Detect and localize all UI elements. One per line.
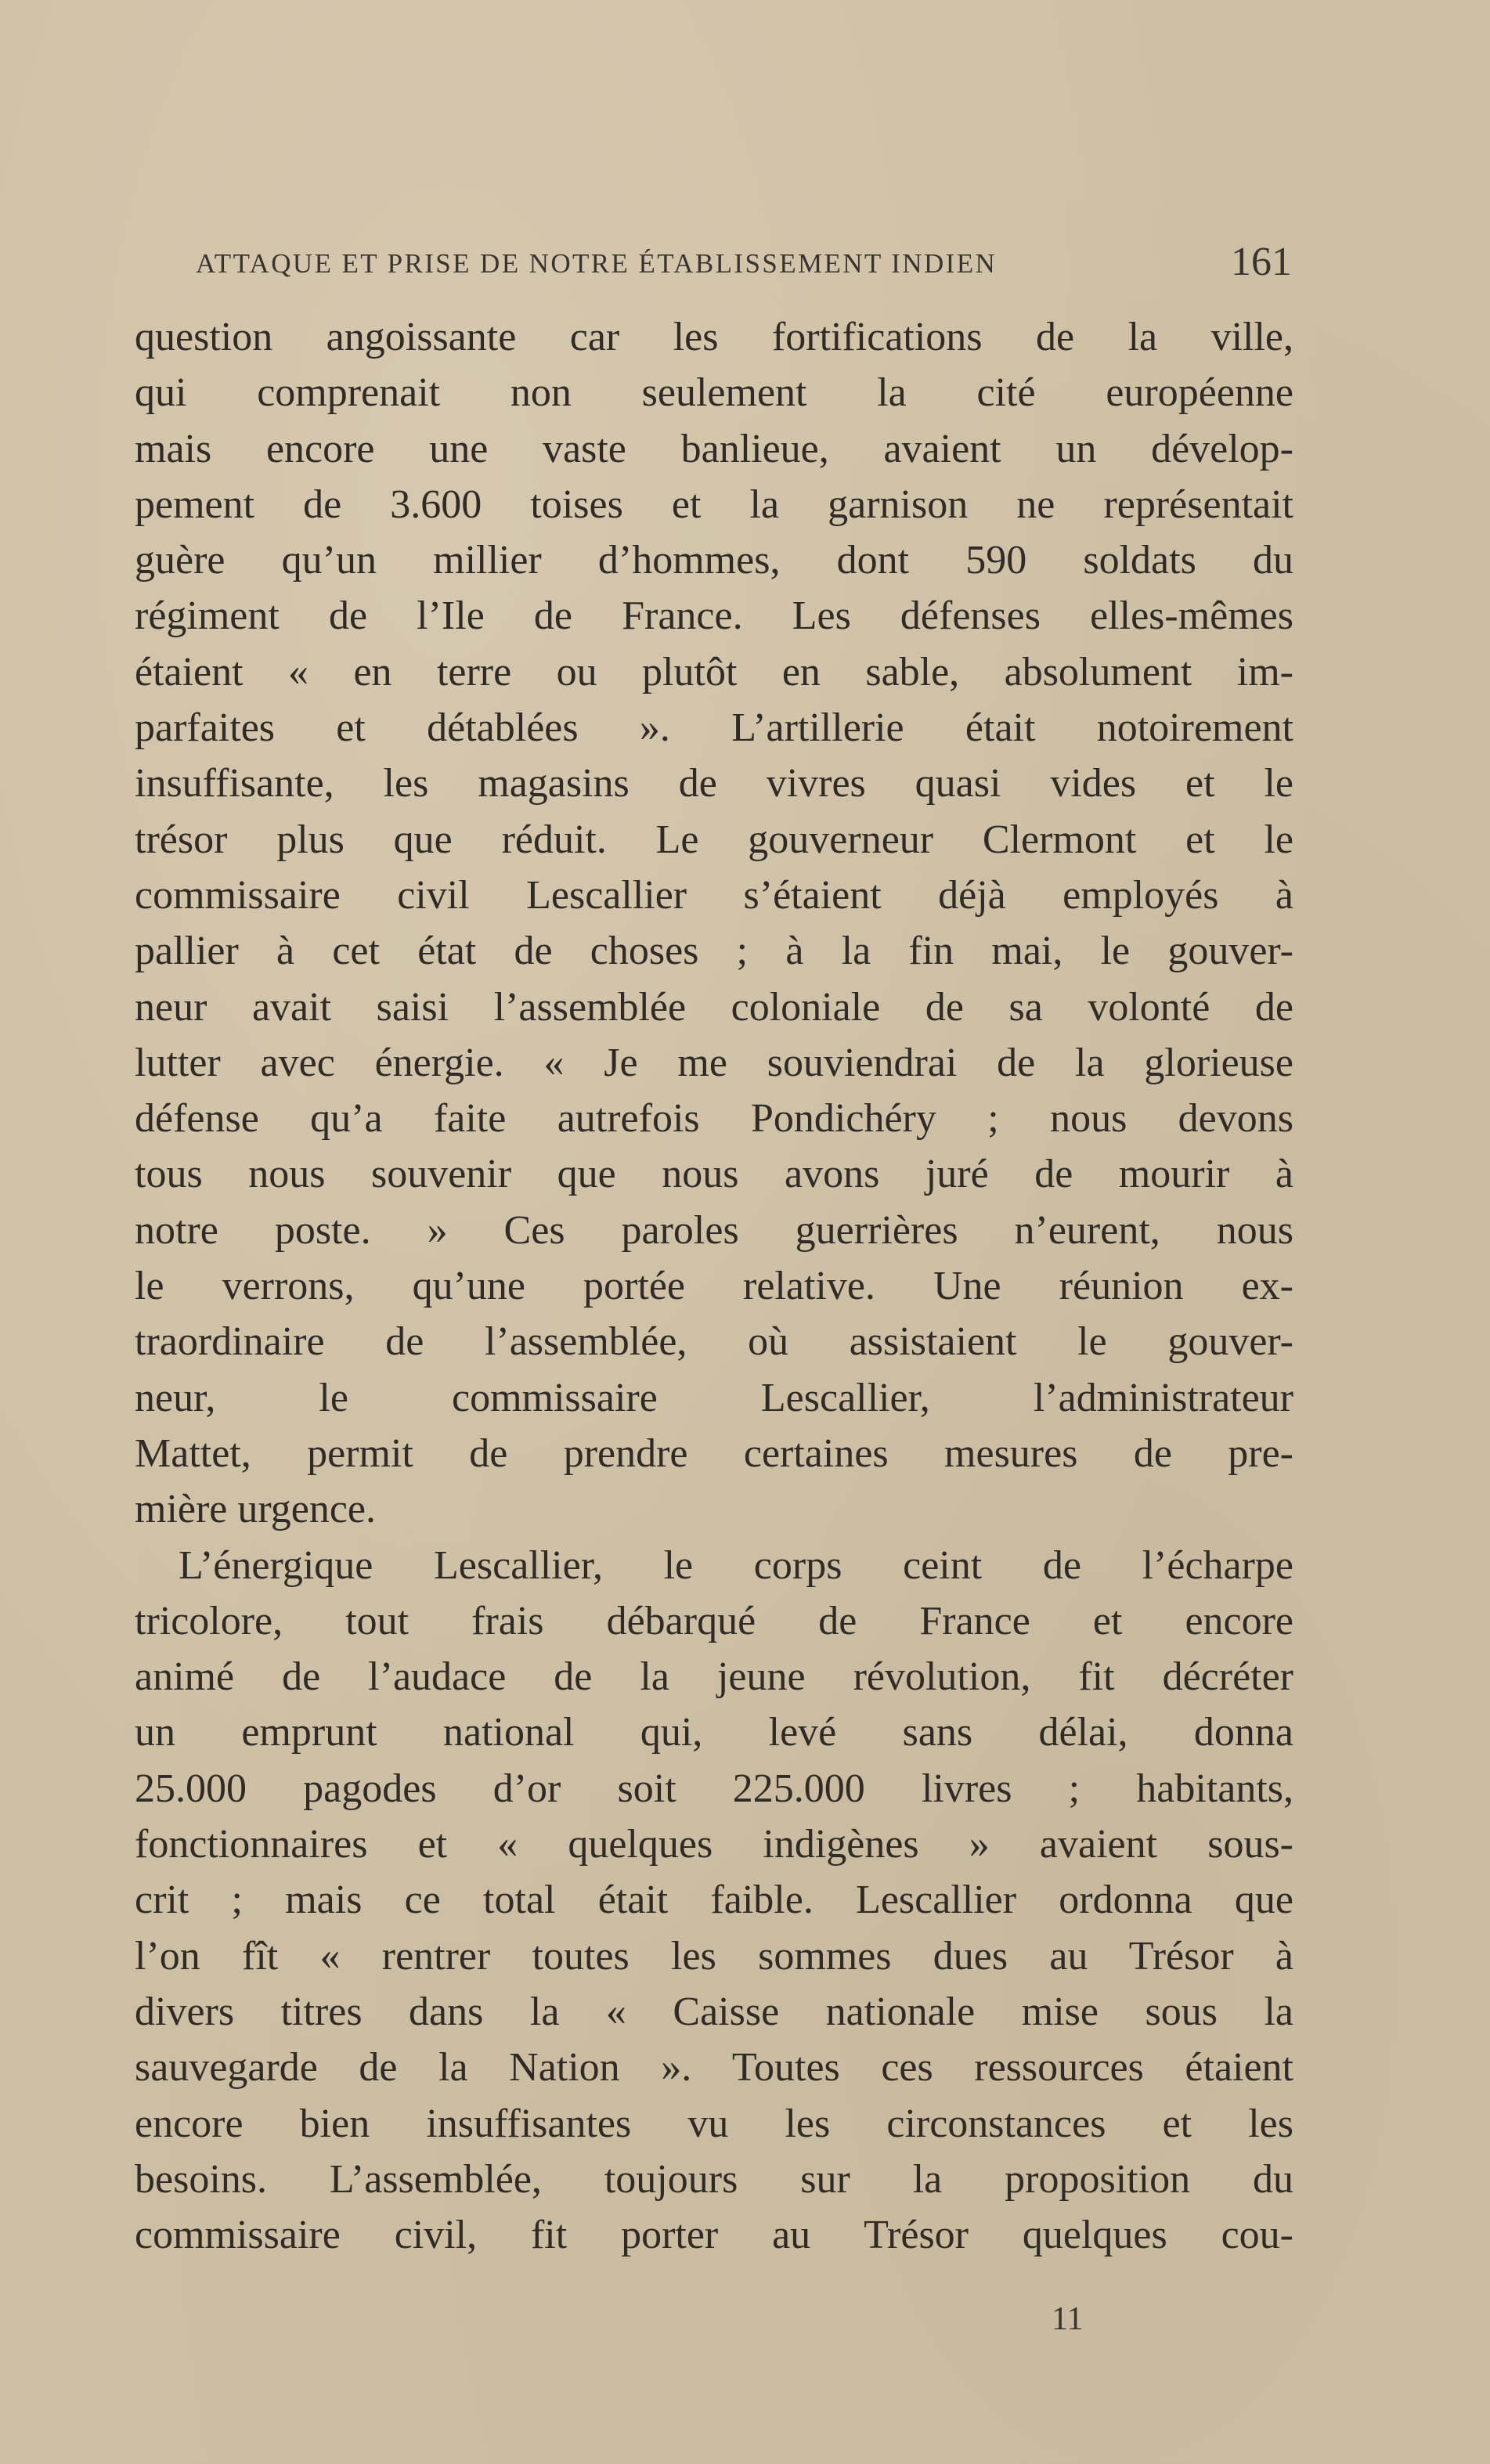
text-line: traordinaire de l’assemblée, où assistaient le gouver- <box>135 1319 1293 1365</box>
text-line: qui comprenait non seulement la cité européenne <box>135 370 1293 416</box>
text-line: question angoissante car les fortifications de la ville, <box>135 315 1293 359</box>
text-line: insuffisante, les magasins de vivres quasi vides et le <box>135 761 1293 806</box>
text-line: un emprunt national qui, levé sans délai, donna <box>135 1710 1293 1755</box>
text-line: tricolore, tout frais débarqué de France et encore <box>135 1598 1293 1643</box>
text-line: étaient « en terre ou plutôt en sable, absolument im- <box>135 649 1293 694</box>
text-line: le verrons, qu’une portée relative. Une réunion ex- <box>135 1264 1293 1309</box>
text-line: trésor plus que réduit. Le gouverneur Clermont et le <box>135 817 1293 862</box>
text-line: neur, le commissaire Lescallier, l’administrateur <box>135 1375 1293 1420</box>
text-line: l’on fît « rentrer toutes les sommes dues au Trésor à <box>135 1933 1293 1979</box>
text-line: Mattet, permit de prendre certaines mesures de pre- <box>135 1430 1293 1476</box>
text-line: pallier à cet état de choses ; à la fin mai, le gouver- <box>135 929 1293 974</box>
text-line: notre poste. » Ces paroles guerrières n’eurent, nous <box>135 1207 1293 1253</box>
text-line: 25.000 pagodes d’or soit 225.000 livres ; habitants, <box>135 1766 1293 1811</box>
text-line: neur avait saisi l’assemblée coloniale de sa volonté de <box>135 984 1293 1030</box>
body-text <box>135 309 1293 2263</box>
text-line: fonctionnaires et « quelques indigènes » avaient sous- <box>135 1822 1293 1867</box>
text-line: sauvegarde de la Nation ». Toutes ces ressources étaient <box>135 2045 1293 2091</box>
text-line: divers titres dans la « Caisse nationale mise sous la <box>135 1989 1293 2034</box>
signature-mark: 11 <box>1052 2301 1084 2337</box>
running-head <box>196 239 1292 286</box>
text-line: parfaites et détablées ». L’artillerie était notoirement <box>135 705 1293 751</box>
text-line: régiment de l’Ile de France. Les défenses elles-mêmes <box>135 593 1293 639</box>
paragraph-end-line: mière urgence. <box>135 1487 376 1532</box>
text-line: pement de 3.600 toises et la garnison ne représentait <box>135 482 1293 527</box>
text-line: guère qu’un millier d’hommes, dont 590 soldats du <box>135 538 1293 583</box>
text-line: animé de l’audace de la jeune révolution, fit décréter <box>135 1654 1293 1700</box>
text-line: lutter avec énergie. « Je me souviendrai de la glorieuse <box>135 1040 1293 1085</box>
text-line: besoins. L’assemblée, toujours sur la proposition du <box>135 2156 1293 2202</box>
running-title: ATTAQUE ET PRISE DE NOTRE ÉTABLISSEMENT INDIEN <box>196 248 998 279</box>
page-number: 161 <box>1231 240 1292 284</box>
text-line: mais encore une vaste banlieue, avaient un dévelop- <box>135 426 1293 471</box>
text-line: défense qu’a faite autrefois Pondichéry ; nous devons <box>135 1096 1293 1142</box>
text-line: commissaire civil Lescallier s’étaient déjà employés à <box>135 872 1293 918</box>
paragraph-start-line: L’énergique Lescallier, le corps ceint de l’écharpe <box>179 1542 1293 1588</box>
text-line: crit ; mais ce total était faible. Lescallier ordonna que <box>135 1878 1293 1923</box>
text-line: encore bien insuffisantes vu les circonstances et les <box>135 2101 1293 2146</box>
text-line: tous nous souvenir que nous avons juré de mourir à <box>135 1152 1293 1197</box>
text-line: commissaire civil, fit porter au Trésor quelques cou- <box>135 2213 1293 2258</box>
